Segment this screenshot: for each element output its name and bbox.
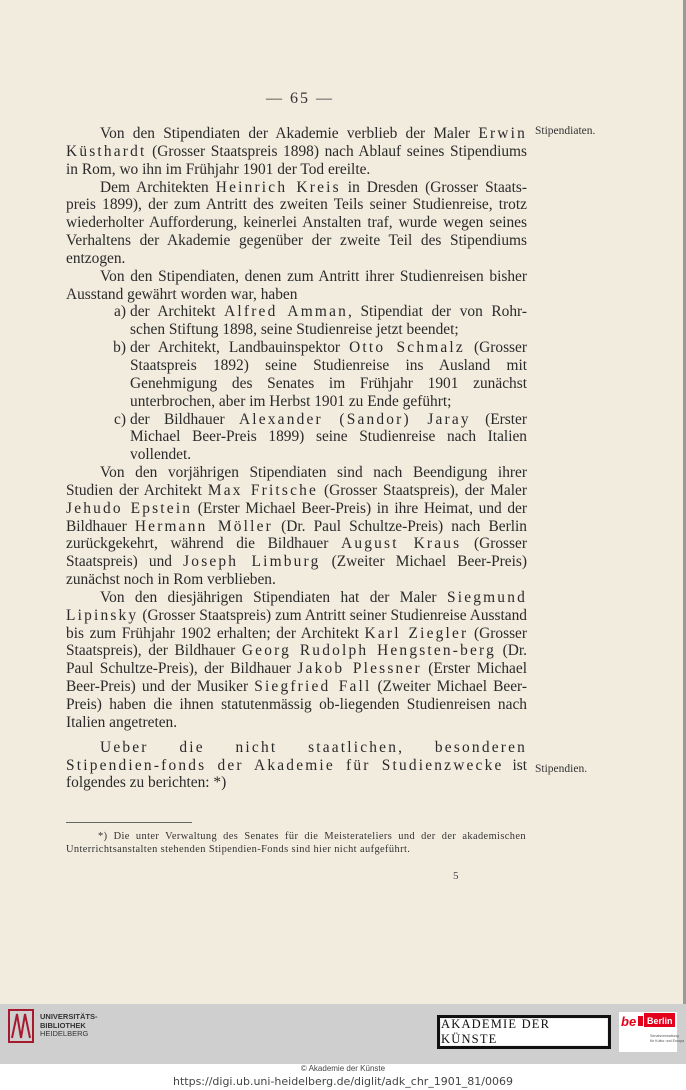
paragraph-kreis: Dem Architekten Heinrich Kreis in Dresden (Grosser Staats-preis 1899), der zum Antritt des zweiten Teils seiner Studienreise, trotz wiederholter Aufforderung, keinerlei Anstalten traf, wurde wegen seines Verhaltens der Akademie gegenüber der zweite Teil des Stipendiums entzogen. (66, 178, 527, 267)
person-name: Hermann Möller (134, 517, 273, 535)
paragraph-stipendiaten: Von den Stipendiaten der Akademie verblieb der Maler Erwin Küsthardt (Grosser Staatspreis 1898) nach Ablauf seines Stipendiums in Rom, wo ihn im Frühjahr 1901 der Tod ereilte. (66, 125, 527, 178)
paragraph-stipendienfonds: Ueber die nicht staatlichen, besonderen Stipendien-fonds der Akademie für Studienzwecke ist folgendes zu berichten: *) (66, 738, 528, 792)
person-name: Otto Schmalz (349, 339, 465, 357)
person-name: August Kraus (341, 535, 462, 553)
ub-heidelberg-icon (8, 1009, 34, 1043)
person-name: Siegmund Lipinsky (66, 588, 527, 624)
ub-heidelberg-logo[interactable]: UNIVERSITÄTS- BIBLIOTHEK HEIDELBERG (8, 1009, 98, 1043)
margin-note-stipendien: Stipendien. (535, 763, 588, 775)
list-label: c) (114, 410, 126, 428)
paragraph-vorjaehrige: Von den vorjährigen Stipendiaten sind nach Beendigung ihrer Studien der Architekt Max Fritsche (Grosser Staatspreis), der Maler Jehudo Epstein (Erster Michael Beer-Preis) in ihre Heimat, und der Bildhauer Hermann Möller (Dr. Paul Schultze-Preis) nach Berlin zurückgekehrt, während die Bildhauer August Kraus (Grosser Staatspreis) und Joseph Limburg (Zweiter Michael Beer-Preis) zunächst noch in Rom verblieben. (66, 464, 527, 589)
person-name: Heinrich Kreis (215, 178, 341, 196)
person-name: Max Fritsche (207, 481, 319, 499)
svg-text:be: be (621, 1014, 637, 1029)
person-name: Alexander (Sandor) Jaray (238, 410, 471, 428)
signature-mark: 5 (453, 870, 459, 882)
svg-text:für Kultur und Europa: für Kultur und Europa (650, 1039, 685, 1043)
person-name: Jakob Plessner (297, 660, 422, 678)
list-label: a) (114, 303, 126, 321)
footnote: *) Die unter Verwaltung des Senates für die Meisterateliers und der der akademischen Unterrichtsanstalten stehenden Stipendien-Fonds sind hier nicht aufgeführt. (66, 831, 526, 856)
svg-text:Berlin: Berlin (647, 1016, 673, 1026)
person-name: Karl Ziegler (364, 624, 469, 642)
person-name: Jehudo Epstein (66, 499, 193, 517)
list-label: b) (113, 339, 126, 357)
body-text (66, 125, 527, 792)
paragraph-diesjaehrige: Von den diesjährigen Stipendiaten hat der Maler Siegmund Lipinsky (Grosser Staatspreis) zum Antritt seiner Studienreise Ausstand bis zum Frühjahr 1902 erhalten; der Architekt Karl Ziegler (Grosser Staatspreis), der Bildhauer Georg Rudolph Hengsten-berg (Dr. Paul Schultze-Preis), der Bildhauer Jakob Plessner (Erster Michael Beer-Preis) und der Musiker Siegfried Fall (Zweiter Michael Beer-Preis) haben die ihnen statutenmässig ob-liegenden Studienreisen nach Italien angetreten. (66, 588, 528, 731)
permalink-url[interactable]: https://digi.ub.uni-heidelberg.de/diglit/adk_chr_1901_81/0069 (172, 1075, 514, 1088)
akademie-der-kuenste-logo[interactable]: AKADEMIE DER KÜNSTE (437, 1015, 611, 1049)
list-item: b) der Architekt, Landbauinspektor Otto Schmalz (Grosser Staatspreis 1892) seine Studienreise ins Ausland mit Genehmigung des Senates im Frühjahr 1901 zunächst unterbrochen, aber im Herbst 1901 zu Ende geführt; (66, 339, 527, 410)
footnote-rule (66, 822, 192, 823)
be-berlin-logo[interactable] (619, 1012, 685, 1052)
person-name: Erwin Küsthardt (66, 125, 527, 160)
person-name: Alfred Amman (224, 303, 349, 321)
paragraph-ausstand: Von den Stipendiaten, denen zum Antritt ihrer Studienreisen bisher Ausstand gewährt worden war, haben (66, 267, 527, 303)
person-name: Joseph Limburg (183, 553, 321, 571)
person-name: Siegfried Fall (254, 678, 372, 696)
list-item: c) der Bildhauer Alexander (Sandor) Jaray (Erster Michael Beer-Preis 1899) seine Studienreise nach Italien vollendet. (66, 411, 527, 465)
list-item: a) der Architekt Alfred Amman, Stipendiat der von Rohr-schen Stiftung 1898, seine Studienreise jetzt beendet; (66, 303, 527, 339)
page-number: — 65 — (266, 90, 334, 107)
copyright-notice: © Akademie der Künste (300, 1064, 386, 1073)
svg-text:Senatsverwaltung: Senatsverwaltung (650, 1034, 679, 1038)
person-name: Georg Rudolph Hengsten-berg (241, 642, 496, 660)
margin-note-stipendiaten: Stipendiaten. (535, 125, 596, 137)
